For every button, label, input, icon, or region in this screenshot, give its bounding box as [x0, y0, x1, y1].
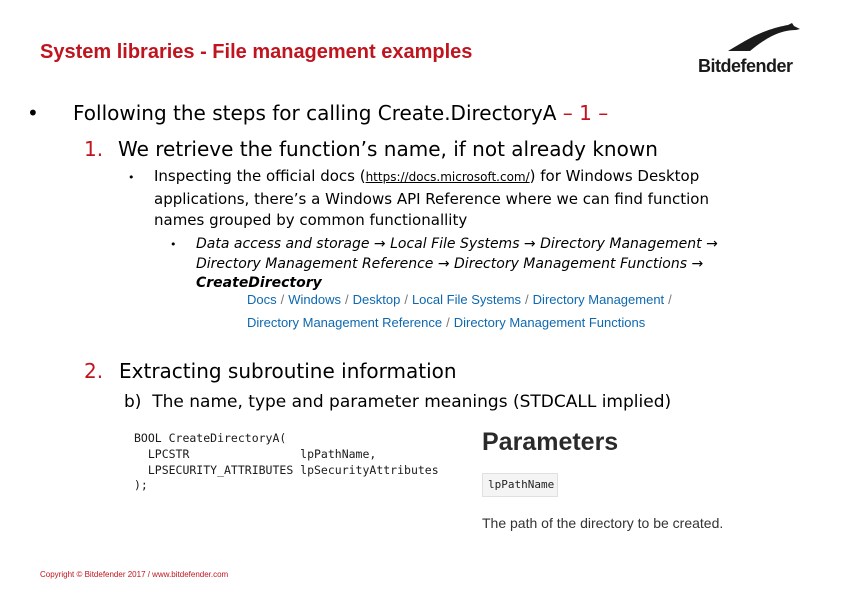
step2-number: 2. [84, 359, 104, 383]
breadcrumb-separator: / [280, 292, 285, 307]
logo-text: Bitdefender [698, 56, 793, 76]
path-end: CreateDirectory [196, 275, 322, 291]
breadcrumb-item[interactable]: Directory Management [532, 292, 665, 307]
breadcrumb-item[interactable]: Directory Management Functions [453, 315, 646, 330]
para-after: ) for Windows Desktop applications, there’s a Windows API Reference where we can find function names grouped by common functionallity [154, 167, 709, 229]
breadcrumb-item[interactable]: Windows [288, 292, 341, 307]
code-line: LPCSTR lpPathName, [134, 446, 377, 461]
breadcrumb-separator: / [404, 292, 408, 307]
path-paragraph [196, 235, 756, 294]
param-description: The path of the directory to be created. [482, 515, 724, 531]
bullet: • [27, 101, 39, 125]
breadcrumb-item[interactable]: Local File Systems [411, 292, 522, 307]
step1-number: 1. [84, 137, 104, 161]
path-text: Data access and storage → Local File Systems → Directory Management → Directory Management Reference → Directory Management Functions → [196, 236, 718, 272]
breadcrumb-separator: / [345, 292, 349, 307]
slide-title: System libraries - File management examples [40, 41, 473, 63]
step2-sub [124, 392, 671, 412]
code-line: LPSECURITY_ATTRIBUTES lpSecurityAttributes [134, 462, 439, 477]
breadcrumb-separator: / [668, 292, 672, 307]
sub-text: The name, type and parameter meanings (STDCALL implied) [152, 392, 672, 412]
param-name-box: lpPathName [482, 473, 558, 497]
breadcrumb-item[interactable]: Docs [247, 292, 277, 307]
footer-copyright: Copyright © Bitdefender 2017 / www.bitdefender.com [40, 570, 229, 579]
docs-paragraph [154, 166, 764, 232]
level1-text [73, 101, 608, 125]
sub-sub-bullet: • [170, 238, 177, 251]
code-line: BOOL CreateDirectoryA( [134, 431, 287, 445]
breadcrumb-row2 [247, 315, 645, 330]
sub-bullet: • [128, 171, 135, 184]
wolf-head-icon [726, 22, 802, 52]
level1-accent: – 1 – [562, 101, 609, 125]
breadcrumb-row1 [247, 292, 676, 307]
step2-text: Extracting subroutine information [119, 359, 457, 383]
breadcrumb-item[interactable]: Directory Management Reference [247, 315, 443, 330]
code-snippet [134, 431, 439, 494]
breadcrumb-separator: / [525, 292, 529, 307]
para-before: Inspecting the official docs ( [154, 167, 366, 185]
level1-main-text: Following the steps for calling Create.DirectoryA [73, 101, 563, 125]
docs-link[interactable]: https://docs.microsoft.com/ [365, 170, 530, 184]
step1-text: We retrieve the function’s name, if not already known [118, 137, 658, 161]
bitdefender-logo [698, 22, 802, 78]
breadcrumb-item[interactable]: Desktop [352, 292, 401, 307]
parameters-heading: Parameters [482, 428, 619, 456]
breadcrumb-separator: / [446, 315, 450, 330]
sub-label: b) [124, 392, 142, 412]
code-line: ); [134, 478, 148, 493]
